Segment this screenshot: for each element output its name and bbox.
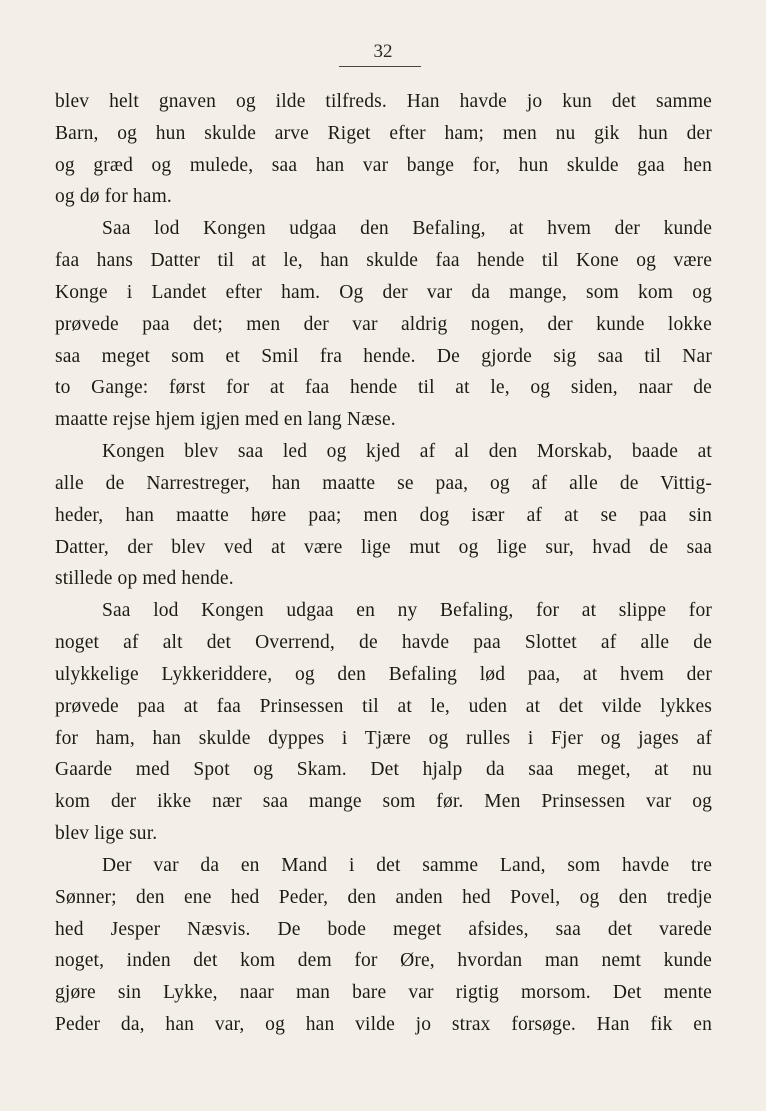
text-line: saa meget som et Smil fra hende. De gjorde sig saa til Nar bbox=[55, 345, 712, 367]
text-line: Saa lod Kongen udgaa den Befaling, at hvem der kunde bbox=[102, 218, 712, 240]
text-line: Der var da en Mand i det samme Land, som havde tre bbox=[102, 854, 712, 876]
text-line: kom der ikke nær saa mange som før. Men Prinsessen var og bbox=[55, 791, 712, 813]
text-line: Barn, og hun skulde arve Riget efter ham; men nu gik hun der bbox=[55, 122, 712, 144]
text-line: noget, inden det kom dem for Øre, hvordan man nemt kunde bbox=[55, 950, 712, 972]
text-line: ulykkelige Lykkeriddere, og den Befaling lød paa, at hvem der bbox=[55, 663, 712, 685]
text-line: gjøre sin Lykke, naar man bare var rigtig morsom. Det mente bbox=[55, 982, 712, 1004]
text-line: to Gange: først for at faa hende til at le, og siden, naar de bbox=[55, 377, 712, 399]
text-line: maatte rejse hjem igjen med en lang Næse. bbox=[55, 409, 396, 431]
text-line: prøvede paa at faa Prinsessen til at le, uden at det vilde lykkes bbox=[55, 695, 712, 717]
text-line: noget af alt det Overrend, de havde paa Slottet af alle de bbox=[55, 632, 712, 654]
text-line: blev helt gnaven og ilde tilfreds. Han havde jo kun det samme bbox=[55, 91, 712, 112]
text-line: Kongen blev saa led og kjed af al den Morskab, baade at bbox=[102, 441, 712, 463]
text-line: og græd og mulede, saa han var bange for, hun skulde gaa hen bbox=[55, 154, 712, 176]
page-number-rule bbox=[339, 66, 421, 67]
text-line: Gaarde med Spot og Skam. Det hjalp da saa meget, at nu bbox=[55, 759, 712, 781]
text-line: prøvede paa det; men der var aldrig nogen, der kunde lokke bbox=[55, 313, 712, 335]
text-line: alle de Narrestreger, han maatte se paa, og af alle de Vittig- bbox=[55, 472, 712, 494]
text-line: heder, han maatte høre paa; men dog især af at se paa sin bbox=[55, 504, 712, 526]
text-line: Peder da, han var, og han vilde jo strax forsøge. Han fik en bbox=[55, 1014, 712, 1036]
text-line: stillede op med hende. bbox=[55, 568, 234, 590]
text-line: Datter, der blev ved at være lige mut og lige sur, hvad de saa bbox=[55, 536, 712, 558]
body-text bbox=[55, 86, 712, 1086]
text-line: og dø for ham. bbox=[55, 186, 172, 208]
text-line: Sønner; den ene hed Peder, den anden hed Povel, og den tredje bbox=[55, 886, 712, 908]
text-line: Saa lod Kongen udgaa en ny Befaling, for at slippe for bbox=[102, 600, 712, 622]
text-line: hed Jesper Næsvis. De bode meget afsides, saa det varede bbox=[55, 918, 712, 940]
text-line: Konge i Landet efter ham. Og der var da mange, som kom og bbox=[55, 281, 712, 303]
page-number: 32 bbox=[373, 41, 393, 62]
text-line: for ham, han skulde dyppes i Tjære og rulles i Fjer og jages af bbox=[55, 727, 712, 749]
text-line: faa hans Datter til at le, han skulde faa hende til Kone og være bbox=[55, 250, 712, 272]
text-line: blev lige sur. bbox=[55, 823, 158, 845]
